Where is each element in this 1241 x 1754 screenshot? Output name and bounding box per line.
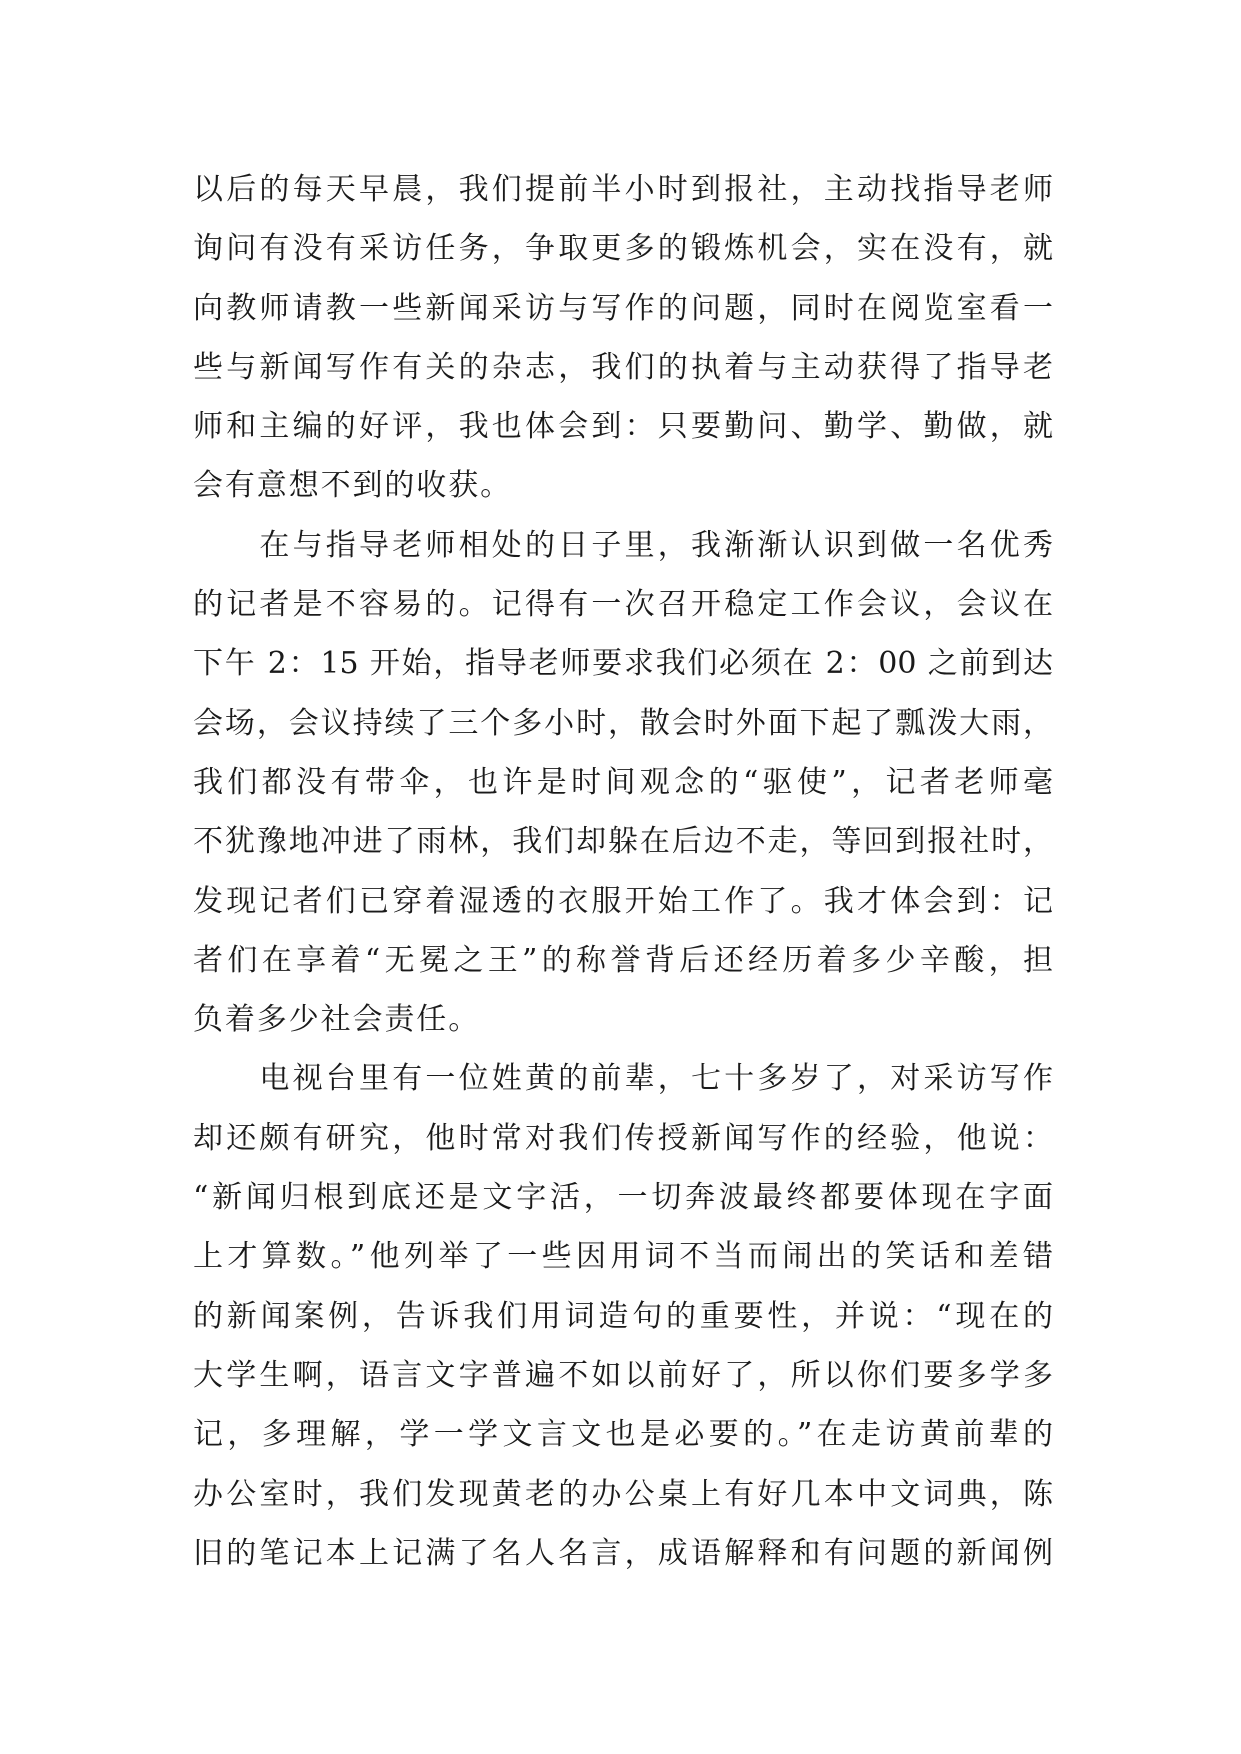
text-line: 的新闻案例，告诉我们用词造句的重要性，并说：“现在的 bbox=[193, 1298, 1053, 1334]
text-line: 些与新闻写作有关的杂志，我们的执着与主动获得了指导老 bbox=[193, 349, 1053, 385]
text-line: 旧的笔记本上记满了名人名言，成语解释和有问题的新闻例 bbox=[193, 1535, 1053, 1571]
text-line: 以后的每天早晨，我们提前半小时到报社，主动找指导老师 bbox=[193, 172, 1053, 207]
text-line: 者们在享着“无冕之王”的称誉背后还经历着多少辛酸，担 bbox=[193, 942, 1053, 978]
text-line: 我们都没有带伞，也许是时间观念的“驱使”，记者老师毫 bbox=[193, 764, 1053, 800]
text-line: 却还颇有研究，他时常对我们传授新闻写作的经验，他说： bbox=[193, 1120, 1053, 1156]
text-line: 不犹豫地冲进了雨林，我们却躲在后边不走，等回到报社时， bbox=[193, 824, 1053, 860]
text-line-paragraph-start: 电视台里有一位姓黄的前辈，七十多岁了，对采访写作 bbox=[193, 1061, 1053, 1097]
text-line: 向教师请教一些新闻采访与写作的问题，同时在阅览室看一 bbox=[193, 290, 1053, 326]
text-line-paragraph-end: 会有意想不到的收获。 bbox=[193, 468, 512, 504]
text-line: 询问有没有采访任务，争取更多的锻炼机会，实在没有，就 bbox=[193, 231, 1053, 267]
text-line: 大学生啊，语言文字普遍不如以前好了，所以你们要多学多 bbox=[193, 1357, 1053, 1393]
text-line: 发现记者们已穿着湿透的衣服开始工作了。我才体会到：记 bbox=[193, 883, 1053, 919]
text-line-paragraph-end: 负着多少社会责任。 bbox=[193, 1002, 481, 1038]
text-line: 记，多理解，学一学文言文也是必要的。”在走访黄前辈的 bbox=[193, 1417, 1053, 1453]
text-line: 会场，会议持续了三个多小时，散会时外面下起了瓢泼大雨， bbox=[193, 705, 1053, 741]
text-line: 上才算数。”他列举了一些因用词不当而闹出的笑话和差错 bbox=[193, 1239, 1053, 1275]
text-line: 办公室时，我们发现黄老的办公桌上有好几本中文词典，陈 bbox=[193, 1476, 1053, 1512]
text-line-paragraph-start: 在与指导老师相处的日子里，我渐渐认识到做一名优秀 bbox=[193, 527, 1053, 563]
text-line: 师和主编的好评，我也体会到：只要勤问、勤学、勤做，就 bbox=[193, 409, 1053, 445]
text-line: 下午 2：15 开始，指导老师要求我们必须在 2：00 之前到达 bbox=[193, 646, 1053, 682]
text-line: “新闻归根到底还是文字活，一切奔波最终都要体现在字面 bbox=[193, 1180, 1053, 1216]
body-text bbox=[193, 160, 1053, 1583]
text-line: 的记者是不容易的。记得有一次召开稳定工作会议，会议在 bbox=[193, 587, 1053, 623]
